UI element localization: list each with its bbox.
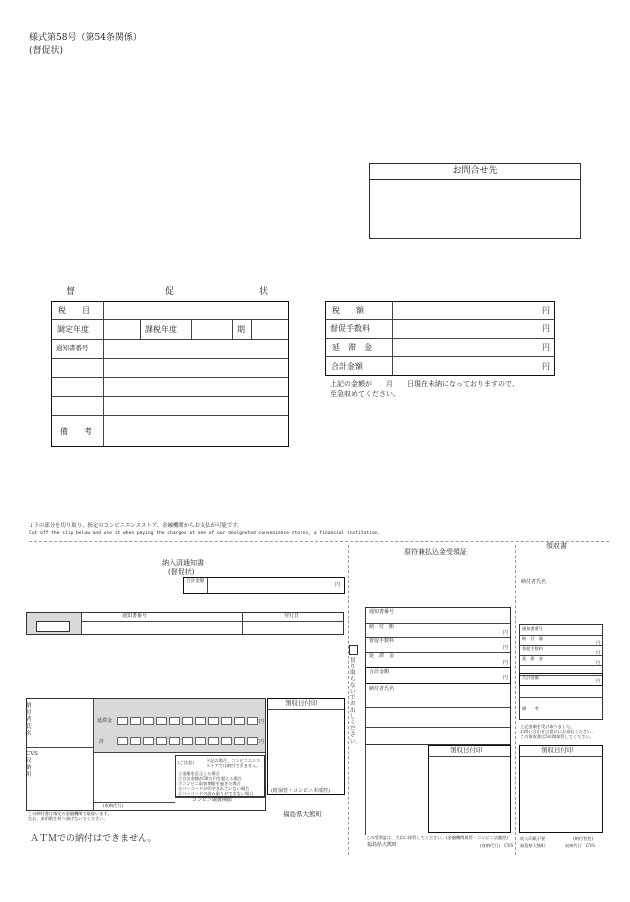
yen-4: 円 — [542, 362, 550, 371]
slip-left-note-body-1: 下記の場合、コンビニエンス — [206, 758, 261, 763]
slip-right-total-row — [519, 673, 603, 686]
slip-middle-stamp-box — [428, 745, 511, 833]
slip-right-yen-2: 円 — [596, 650, 601, 655]
slip-left-total-box — [183, 577, 345, 594]
notice-line-1: 上記の金額が 月 日現在未納になっておりますので、 — [330, 380, 519, 388]
slip-right-stamp-note: 収入印紙不要 — [520, 836, 546, 841]
tax-year-label: 課税年度 — [145, 325, 177, 334]
slip-middle-yen-2: 円 — [503, 645, 509, 651]
perforation-marker — [349, 645, 358, 655]
slip-right-yen-3: 円 — [596, 660, 601, 665]
main-title-char-2: 促 — [165, 287, 175, 297]
slip-middle-yen-4: 円 — [503, 675, 509, 681]
slip-right-agent: 収納代行 CVS — [565, 843, 596, 848]
slip-left-stamp-label: 領収日付印 — [285, 699, 318, 707]
slip-right-delinquency: 延 滞 金 — [522, 656, 543, 661]
delinquency-label: 延 滞 金 — [332, 343, 372, 352]
form-number: 様式第58号（第54条関係） — [29, 33, 142, 43]
remarks-label: 備 考 — [60, 427, 92, 436]
contact-box-title: お問合せ先 — [370, 164, 580, 180]
notice-line-2: 至急収めてください。 — [330, 390, 400, 398]
slip-right-total: 合計金額 — [522, 675, 539, 680]
slip-middle-title: 原符兼払込金受領証 — [404, 548, 467, 556]
slip-right-notice-number: 通知書番号 — [522, 626, 543, 631]
slip-right-note-3: この領収書は5年間保管してください。 — [520, 734, 594, 739]
perforation-line — [29, 541, 609, 542]
slip-left-total-yen-2: 円 — [259, 739, 265, 745]
slip-left-cond-5: ⑤バーコードの読み取りができない場合 — [178, 791, 254, 796]
slip-left-payer-block — [26, 698, 266, 811]
tax-amount-label: 税 額 — [332, 306, 364, 315]
slip-left-municipality: 福島県大熊町 — [283, 810, 322, 818]
right-amount-table — [325, 301, 555, 376]
slip-left-agent-line: (収納代行) — [103, 803, 136, 808]
slip-left-notice-number-label: 通知書番号 — [122, 613, 148, 619]
slip-right-table — [519, 624, 603, 720]
slip-left-cvs-label: CVS収納用 — [26, 751, 38, 778]
slip-left-cond-3: ③コンビニ取扱期限を過ぎた場合 — [178, 781, 241, 786]
slip-left-cvs-deadline: コンビニ取扱期限 — [192, 797, 233, 803]
slip-left-subtitle: (督促状) — [168, 568, 195, 576]
slip-middle-total-row — [365, 667, 511, 684]
slip-left-payer-label: 納付者氏名 — [26, 703, 32, 737]
yen-2: 円 — [542, 324, 550, 333]
slip-right-yen-4: 円 — [596, 678, 601, 683]
slip-left-issue-date-label: 発行日 — [284, 613, 300, 619]
main-title-char-3: 状 — [259, 287, 269, 297]
notice-number-label: 通知書番号 — [56, 344, 89, 352]
slip-right-note-2: お問い合わせは窓口にお尋ねください。 — [520, 729, 596, 734]
slip-right-payer: 納付者氏名 — [521, 579, 547, 585]
slip-left-delinquency-label: 延滞金 — [97, 718, 113, 724]
contact-box — [369, 163, 581, 239]
slip-left-stamp-box — [267, 698, 345, 795]
slip-middle-stamp-label: 領収日付印 — [450, 746, 483, 754]
slip-right-stamp-box — [519, 745, 603, 833]
slip-left-total-label: 合計金額 — [186, 579, 205, 584]
slip-middle-payer: 納付者氏名 — [369, 686, 395, 692]
yen-1: 円 — [542, 306, 550, 315]
total-label: 合計金額 — [331, 362, 363, 371]
dunning-fee-label: 督促手数料 — [330, 324, 370, 333]
assessment-year-label: 調定年度 — [57, 325, 89, 334]
slip-left-code-box — [36, 621, 70, 632]
slip-middle-table — [365, 607, 511, 745]
slip-middle-total: 合計金額 — [369, 669, 390, 675]
slip-left-footer-2: なお、本用紙を折り曲げないでください。 — [28, 816, 108, 821]
slip-middle-dunning-fee: 督促手数料 — [369, 638, 395, 644]
period-label: 期 — [237, 325, 245, 334]
slip-right-dunning-fee: 督促手数料 — [522, 646, 543, 651]
slip-left-cond-4: ④バーコードが印字されていない場合 — [178, 786, 250, 791]
slip-right-note-1: 上記金額を受け取りました。 — [520, 724, 575, 729]
slip-left-total-short-label: 計 — [99, 739, 105, 745]
slip-right-municipality: 福島県大熊町 — [520, 843, 546, 848]
slip-middle-footer-2: (金融機関保管・コンビニ店舗控) — [446, 835, 508, 840]
slip-middle-yen-3: 円 — [503, 660, 509, 666]
slip-middle-agent: (収納代行) CVS — [480, 843, 514, 848]
slip-left-delinquency-yen: 円 — [259, 719, 265, 725]
slip-left-notice-row — [26, 612, 344, 635]
slip-left-agent-note: (町保管・コンビニ本部控) — [271, 788, 330, 794]
slip-left-cond-1: ①金額を訂正した場合 — [178, 771, 220, 776]
slip-left-note-body-2: ストアでは納付できません。 — [206, 763, 261, 768]
slip-middle-delinquency: 延 滞 金 — [369, 653, 395, 659]
slip-middle-tax-amount: 納 付 額 — [369, 624, 395, 630]
slip-right-tax-amount: 納 付 額 — [522, 636, 543, 641]
form-title: (督促状) — [29, 46, 64, 56]
tax-item-label: 税 目 — [58, 306, 90, 315]
slip-middle-yen-1: 円 — [503, 630, 509, 636]
perforation-note: 切り取らないでお出しください。 — [350, 658, 362, 745]
slip-left-footer-1: この納付書は指定の金融機関で取扱います。 — [28, 811, 112, 816]
slip-left-note-box — [175, 755, 265, 797]
yen-3: 円 — [542, 343, 550, 352]
cut-instruction-en: Cut off the slip below and use it when paying the charges at one of our designeted convenience stores, a financial institution. — [29, 531, 381, 536]
slip-left-title: 納入済通知書 — [162, 559, 204, 567]
slip-middle-municipality: 福島県大熊町 — [367, 842, 398, 848]
slip-middle-footer-1: この受領証は、大切に保管してください。 — [366, 835, 446, 840]
left-statement-table — [51, 301, 289, 447]
slip-right-title: 領収書 — [546, 542, 567, 550]
slip-right-remarks: 備 考 — [522, 706, 539, 711]
slip-left-cond-2: ②合計金額が30万円を超える場合 — [178, 776, 242, 781]
slip-left-note-head: (ご注意) — [178, 760, 194, 765]
slip-right-yen-1: 円 — [596, 640, 601, 645]
cut-instruction-jp: ↓下の部分を切り取り、指定のコンビニエンスストア、金融機関からお支払が可能です。 — [29, 523, 243, 529]
slip-left-total-yen: 円 — [335, 582, 341, 588]
slip-right-stamp-label: 領収日付印 — [541, 746, 574, 754]
slip-middle-notice-number: 通知書番号 — [369, 609, 395, 615]
slip-right-payer-agent: (納付者控) — [573, 836, 594, 841]
atm-note: ＡＴＭでの納付はできません。 — [30, 834, 157, 844]
main-title-char-1: 督 — [66, 287, 76, 297]
